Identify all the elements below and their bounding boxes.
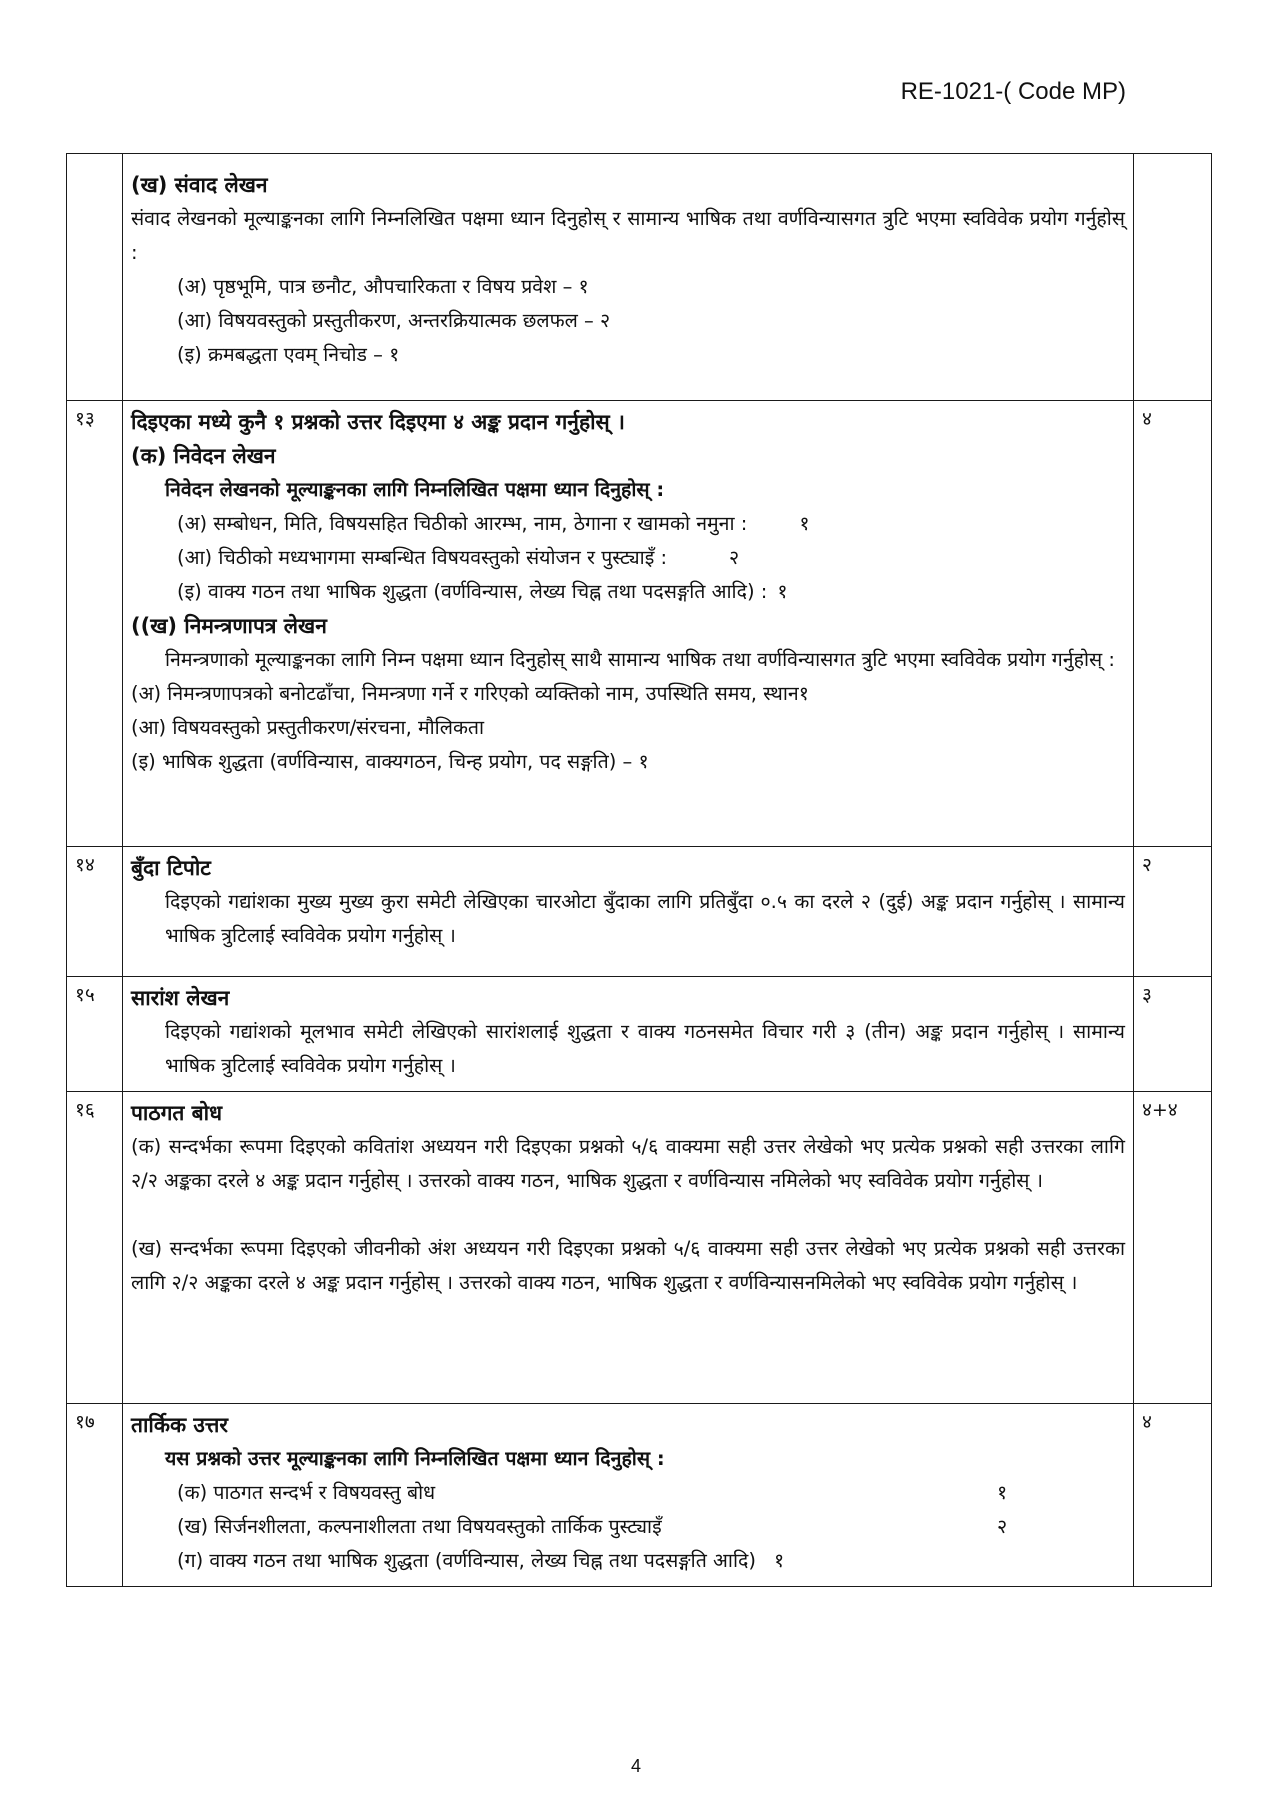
table-row bbox=[67, 401, 1212, 847]
item-text: (इ) वाक्य गठन तथा भाषिक शुद्धता (वर्णविन्यास, लेख्य चिह्न तथा पदसङ्गति आदि) : bbox=[177, 580, 768, 603]
item-mark: १ bbox=[997, 1481, 1008, 1504]
question-number: १६ bbox=[67, 1092, 123, 1404]
item-mark: २ bbox=[729, 546, 740, 569]
marking-scheme-table bbox=[66, 153, 1212, 1587]
table-row bbox=[67, 154, 1212, 401]
item-text: (क) पाठगत सन्दर्भ र विषयवस्तु बोध bbox=[177, 1481, 436, 1504]
item-mark: २ bbox=[997, 1515, 1008, 1538]
subsection-title: (क) निवेदन लेखन bbox=[131, 444, 276, 468]
list-item bbox=[131, 1476, 1125, 1510]
list-item bbox=[131, 541, 1125, 575]
list-item bbox=[131, 575, 1125, 609]
item-mark: १ bbox=[777, 580, 788, 603]
list-item: (अ) निमन्त्रणापत्रको बनोटढाँचा, निमन्त्रणा गर्ने र गरिएको व्यक्तिको नाम, उपस्थिति समय, स्थान१ bbox=[131, 682, 809, 705]
question-marks bbox=[1134, 154, 1212, 401]
question-content bbox=[123, 847, 1134, 977]
item-mark: १ bbox=[799, 512, 810, 535]
document-code: RE-1021-( Code MP) bbox=[900, 78, 1126, 105]
table-row bbox=[67, 847, 1212, 977]
list-item: (अ) पृष्ठभूमि, पात्र छनौट, औपचारिकता र विषय प्रवेश – १ bbox=[177, 275, 589, 298]
question-number: १७ bbox=[67, 1404, 123, 1587]
list-item: (आ) विषयवस्तुको प्रस्तुतीकरण, अन्तरक्रियात्मक छलफल – २ bbox=[177, 309, 611, 332]
item-text: (ख) सिर्जनशीलता, कल्पनाशीलता तथा विषयवस्तुको तार्किक पुस्ट्याइँ bbox=[177, 1515, 662, 1538]
table-row bbox=[67, 977, 1212, 1092]
instruction-text: संवाद लेखनको मूल्याङ्कनका लागि निम्नलिखित पक्षमा ध्यान दिनुहोस् र सामान्य भाषिक तथा वर्णविन्यासगत त्रुटि भएमा स्वविवेक प्रयोग गर्नुहोस् : bbox=[131, 207, 1125, 264]
table-row bbox=[67, 1404, 1212, 1587]
question-content bbox=[123, 154, 1134, 401]
question-marks: ४+४ bbox=[1134, 1092, 1212, 1404]
question-title: तार्किक उत्तर bbox=[131, 1413, 229, 1437]
question-title: बुँदा टिपोट bbox=[131, 856, 211, 880]
item-text: (अ) सम्बोधन, मिति, विषयसहित चिठीको आरम्भ, नाम, ठेगाना र खामको नमुना : bbox=[177, 512, 748, 535]
section-title: (ख) संवाद लेखन bbox=[131, 173, 268, 197]
page-number: 4 bbox=[630, 1756, 641, 1776]
question-marks: ३ bbox=[1134, 977, 1212, 1092]
list-item bbox=[131, 1544, 1125, 1578]
instruction-text: निमन्त्रणाको मूल्याङ्कनका लागि निम्न पक्षमा ध्यान दिनुहोस् साथै सामान्य भाषिक तथा वर्णविन्यासगत त्रुटि भएमा स्वविवेक प्रयोग गर्नुहोस् : bbox=[165, 648, 1115, 671]
list-item: (आ) विषयवस्तुको प्रस्तुतीकरण/संरचना, मौलिकता bbox=[131, 716, 485, 739]
question-title: पाठगत बोध bbox=[131, 1101, 223, 1125]
question-title: सारांश लेखन bbox=[131, 986, 230, 1010]
instruction-text: दिइएको गद्यांशको मूलभाव समेटी लेखिएको सारांशलाई शुद्धता र वाक्य गठनसमेत विचार गरी ३ (तीन) अङ्क प्रदान गर्नुहोस् । सामान्य भाषिक त्रुटिलाई स्वविवेक प्रयोग गर्नुहोस् । bbox=[165, 1020, 1125, 1077]
item-text: (ग) वाक्य गठन तथा भाषिक शुद्धता (वर्णविन्यास, लेख्य चिह्न तथा पदसङ्गति आदि) bbox=[177, 1549, 756, 1572]
instruction-text: (ख) सन्दर्भका रूपमा दिइएको जीवनीको अंश अध्ययन गरी दिइएका प्रश्नको ५/६ वाक्यमा सही उत्तर लेखेको भए प्रत्येक प्रश्नको सही उत्तरका लागि २/२ अङ्कका दरले ४ अङ्क प्रदान गर्नुहोस् । उत्तरको वाक्य गठन, भाषिक शुद्धता र वर्णविन्यासनमिलेको भए स्वविवेक प्रयोग गर्नुहोस् । bbox=[131, 1237, 1125, 1294]
question-content bbox=[123, 977, 1134, 1092]
instruction-text: दिइएको गद्यांशका मुख्य मुख्य कुरा समेटी लेखिएका चारओटा बुँदाका लागि प्रतिबुँदा ०.५ का दरले २ (दुई) अङ्क प्रदान गर्नुहोस् । सामान्य भाषिक त्रुटिलाई स्वविवेक प्रयोग गर्नुहोस् । bbox=[165, 890, 1125, 947]
list-item bbox=[131, 507, 1125, 541]
list-item: (इ) क्रमबद्धता एवम् निचोड – १ bbox=[177, 343, 400, 366]
question-number: १४ bbox=[67, 847, 123, 977]
subsection-title: ((ख) निमन्त्रणापत्र लेखन bbox=[131, 614, 327, 638]
question-marks: ४ bbox=[1134, 1404, 1212, 1587]
question-content bbox=[123, 1092, 1134, 1404]
question-number bbox=[67, 154, 123, 401]
question-content bbox=[123, 1404, 1134, 1587]
instruction-text: यस प्रश्नको उत्तर मूल्याङ्कनका लागि निम्नलिखित पक्षमा ध्यान दिनुहोस् : bbox=[165, 1447, 665, 1470]
question-number: १३ bbox=[67, 401, 123, 847]
question-marks: ४ bbox=[1134, 401, 1212, 847]
instruction-text: निवेदन लेखनको मूल्याङ्कनका लागि निम्नलिखित पक्षमा ध्यान दिनुहोस् : bbox=[165, 478, 665, 501]
question-number: १५ bbox=[67, 977, 123, 1092]
list-item bbox=[131, 1510, 1125, 1544]
question-title: दिइएका मध्ये कुनै १ प्रश्नको उत्तर दिइएमा ४ अङ्क प्रदान गर्नुहोस् । bbox=[131, 410, 625, 434]
question-content bbox=[123, 401, 1134, 847]
instruction-text: (क) सन्दर्भका रूपमा दिइएको कवितांश अध्ययन गरी दिइएका प्रश्नको ५/६ वाक्यमा सही उत्तर लेखेको भए प्रत्येक प्रश्नको सही उत्तरका लागि २/२ अङ्कका दरले ४ अङ्क प्रदान गर्नुहोस् । उत्तरको वाक्य गठन, भाषिक शुद्धता र वर्णविन्यास नमिलेको भए स्वविवेक प्रयोग गर्नुहोस् । bbox=[131, 1135, 1125, 1192]
list-item: (इ) भाषिक शुद्धता (वर्णविन्यास, वाक्यगठन, चिन्ह प्रयोग, पद सङ्गति) – १ bbox=[131, 750, 649, 773]
item-mark: १ bbox=[773, 1549, 785, 1572]
question-marks: २ bbox=[1134, 847, 1212, 977]
item-text: (आ) चिठीको मध्यभागमा सम्बन्धित विषयवस्तुको संयोजन र पुस्ट्याइँ : bbox=[177, 546, 668, 569]
table-row bbox=[67, 1092, 1212, 1404]
